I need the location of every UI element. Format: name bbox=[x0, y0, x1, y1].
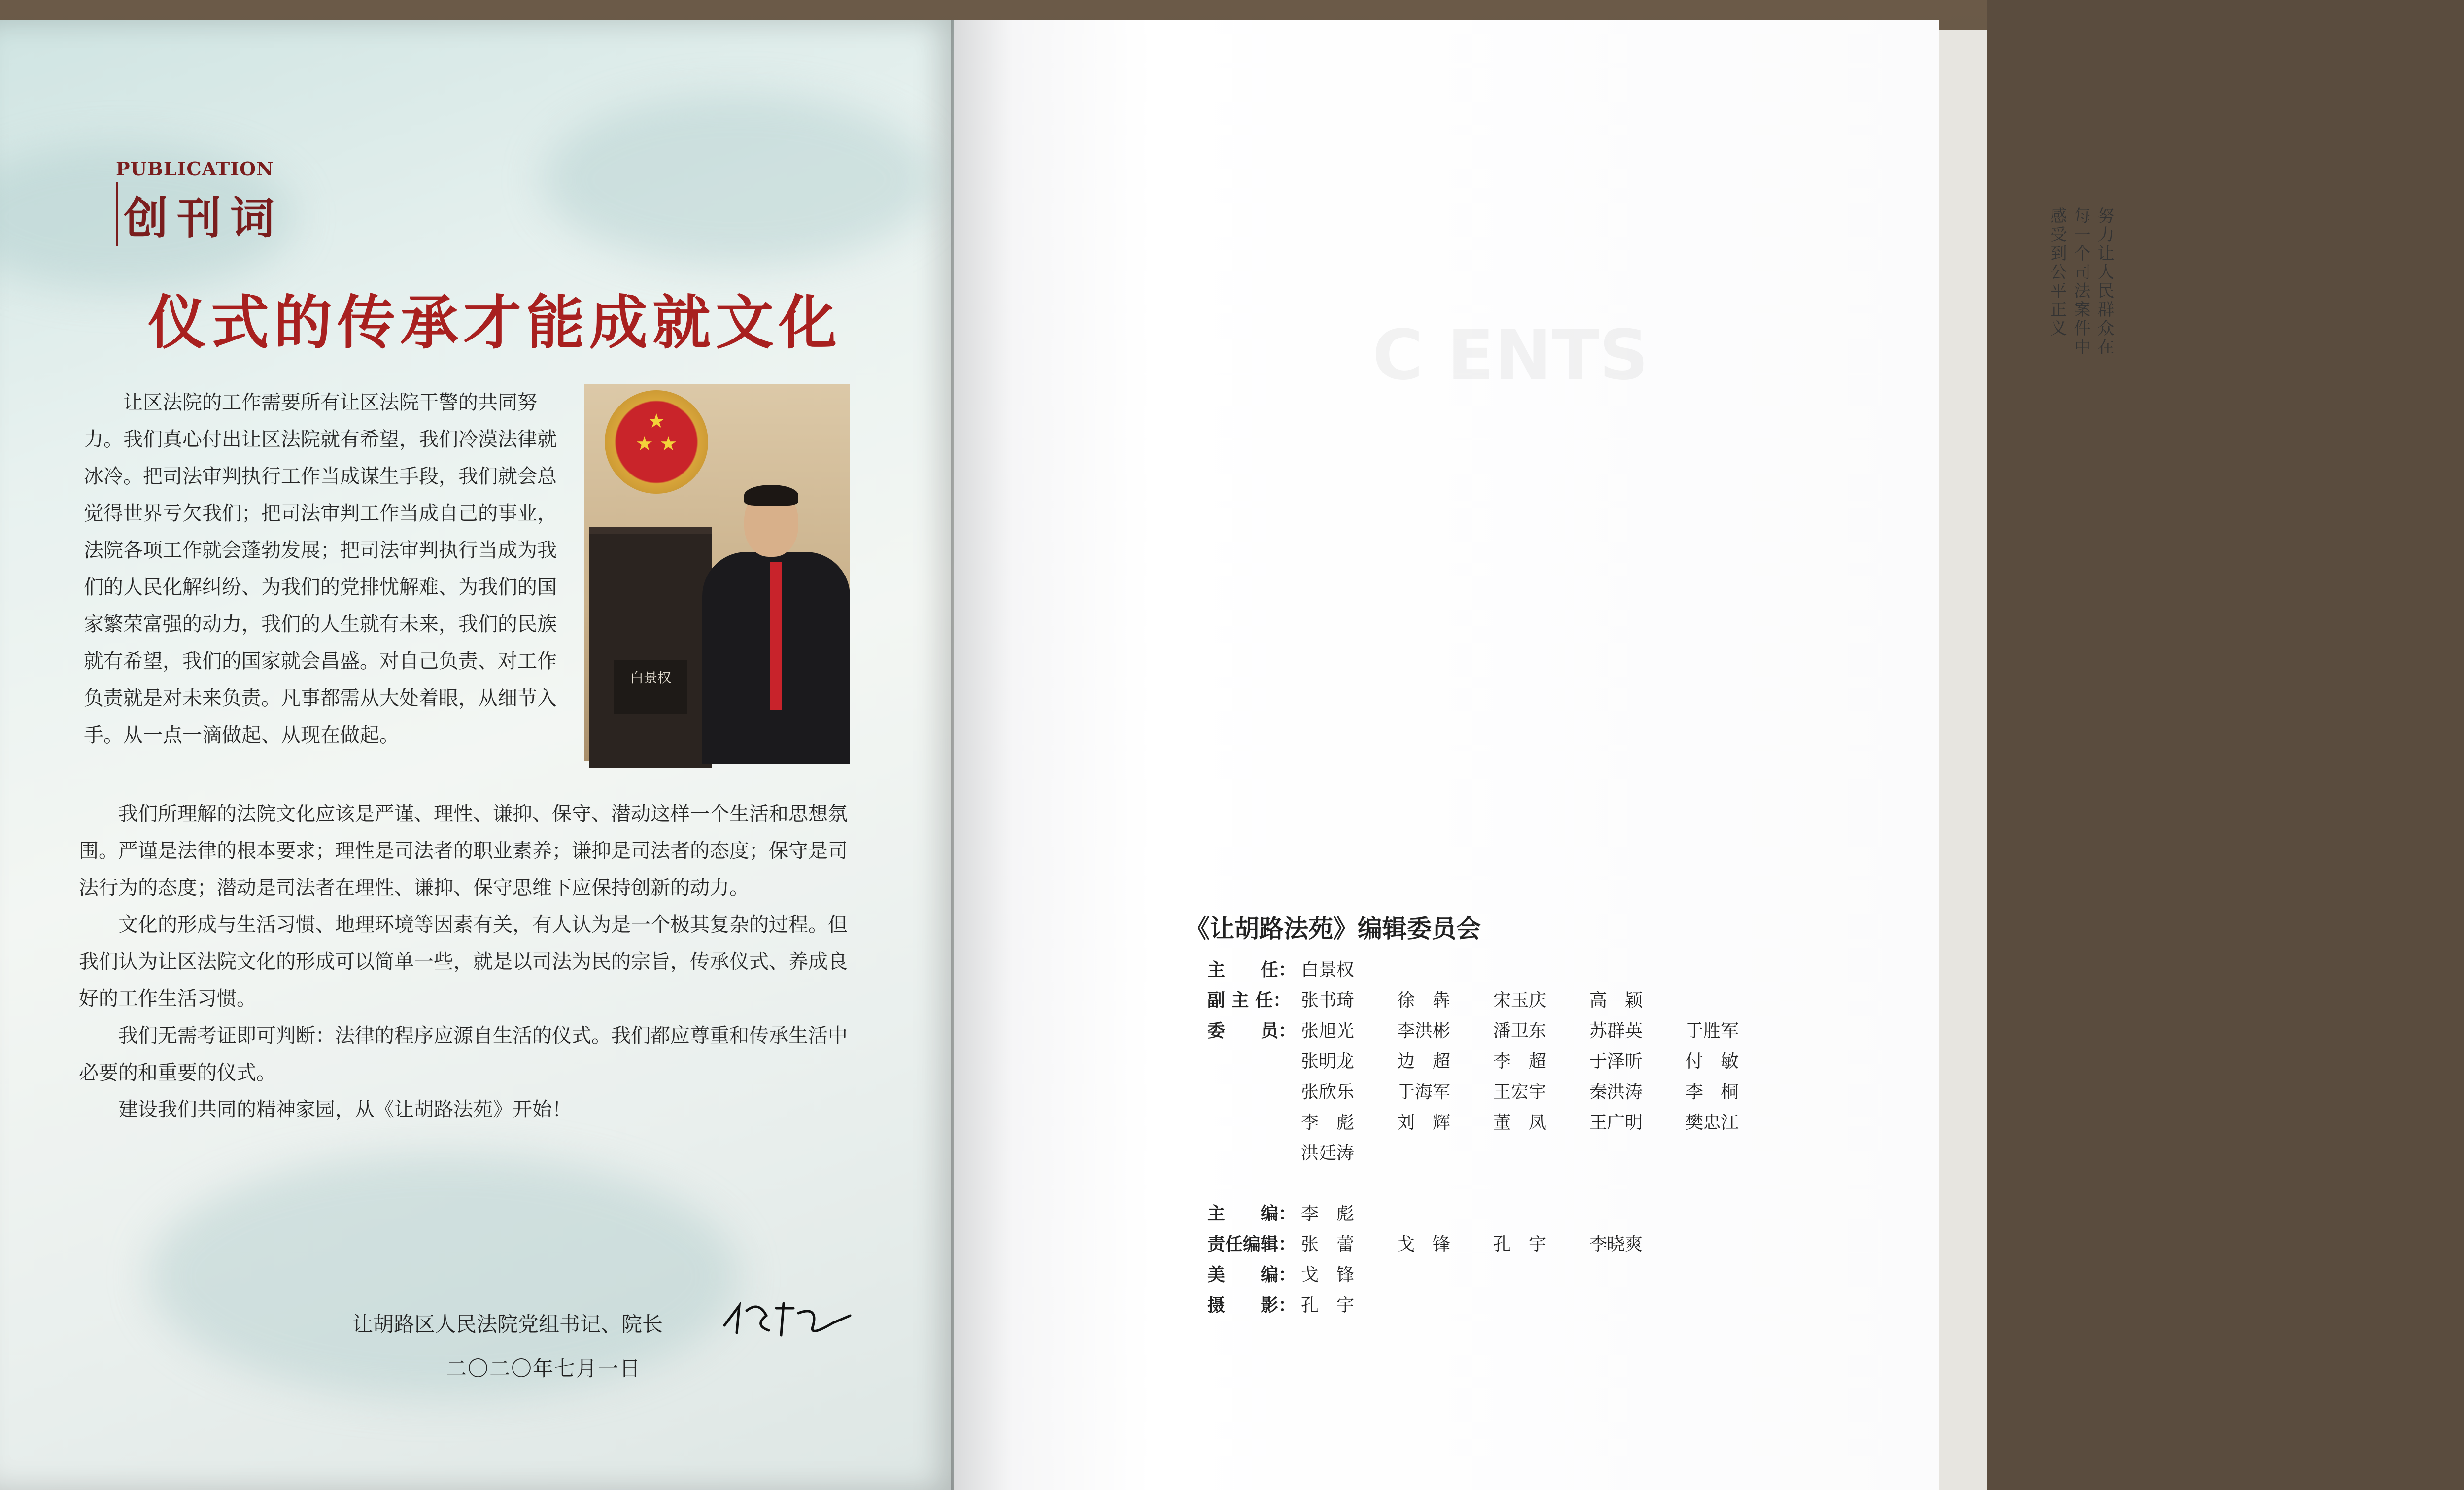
watercolor-wash bbox=[148, 1153, 739, 1399]
role-label: 美 编： bbox=[1207, 1265, 1297, 1285]
member-name: 孔 宇 bbox=[1493, 1234, 1547, 1254]
member-name: 张书琦 bbox=[1301, 990, 1355, 1011]
member-name: 高 颖 bbox=[1589, 990, 1643, 1011]
member-name: 李 超 bbox=[1493, 1051, 1547, 1072]
role-label bbox=[1207, 1109, 1301, 1134]
member-name: 李 彪 bbox=[1301, 1204, 1355, 1224]
inaugural-label: 创刊词 bbox=[116, 182, 283, 246]
member-name: 白景权 bbox=[1301, 960, 1355, 980]
member-name: 樊忠江 bbox=[1685, 1113, 1739, 1133]
role-label bbox=[1207, 1139, 1301, 1164]
member-name: 董 凤 bbox=[1493, 1113, 1547, 1133]
president-photo bbox=[584, 384, 850, 761]
member-name: 付 敏 bbox=[1685, 1051, 1739, 1072]
watercolor-wash bbox=[542, 94, 936, 266]
judge-chair bbox=[589, 527, 712, 768]
paragraph-4: 我们无需考证即可判断：法律的程序应源自生活的仪式。我们都应尊重和传承生活中必要的和重要的仪式。 bbox=[79, 1024, 848, 1084]
editors-row bbox=[1207, 1200, 1397, 1225]
role-label: 委 员： bbox=[1207, 1021, 1297, 1041]
committee-row bbox=[1207, 956, 1397, 981]
member-name: 王宏宇 bbox=[1493, 1082, 1547, 1102]
role-label bbox=[1207, 1078, 1301, 1103]
publication-label: PUBLICATION bbox=[116, 158, 274, 180]
member-name: 于海军 bbox=[1397, 1082, 1451, 1102]
page-edge bbox=[1939, 30, 1987, 1490]
member-name: 宋玉庆 bbox=[1493, 990, 1547, 1011]
paragraph-5: 建设我们共同的精神家园，从《让胡路法苑》开始！ bbox=[118, 1098, 572, 1121]
member-name: 徐 犇 bbox=[1397, 990, 1451, 1011]
committee-row bbox=[1207, 1017, 1781, 1042]
member-name: 李 桐 bbox=[1685, 1082, 1739, 1102]
paragraph-1: 让区法院的工作需要所有让区法院干警的共同努力。我们真心付出让区法院就有希望，我们冷漠法律就冰冷。把司法审判执行工作当成谋生手段，我们就会总觉得世界亏欠我们；把司法审判工作当成自己的事业，法院各项工作就会蓬勃发展；把司法审判执行当成为我们的人民化解纠纷、为我们的党排忧解难、为我们的国家繁荣富强的动力，我们的人生就有未来，我们的民族就有希望，我们的国家就会昌盛。对自己负责、对工作负责就是对未来负责。凡事都需从大处着眼，从细节入手。从一点一滴做起、从现在做起。 bbox=[84, 391, 557, 746]
editors-row bbox=[1207, 1261, 1397, 1286]
role-label: 副 主 任： bbox=[1207, 990, 1291, 1011]
member-name: 孔 宇 bbox=[1301, 1295, 1355, 1316]
member-name: 王广明 bbox=[1589, 1113, 1643, 1133]
member-name: 边 超 bbox=[1397, 1051, 1451, 1072]
left-page bbox=[0, 20, 961, 1490]
national-emblem-icon: ★ ★ ★ bbox=[605, 390, 708, 494]
member-name: 苏群英 bbox=[1589, 1021, 1643, 1041]
person-figure bbox=[702, 488, 850, 761]
member-name: 于泽昕 bbox=[1589, 1051, 1643, 1072]
member-name: 潘卫东 bbox=[1493, 1021, 1547, 1041]
show-through-text: C ENTS bbox=[1372, 315, 1649, 396]
member-name: 洪廷涛 bbox=[1301, 1143, 1355, 1163]
member-name: 张 蕾 bbox=[1301, 1234, 1355, 1254]
nameplate: 白景权 bbox=[614, 660, 687, 714]
member-name: 李洪彬 bbox=[1397, 1021, 1451, 1041]
signature-title: 让胡路区人民法院党组书记、院长 bbox=[352, 1312, 663, 1336]
role-label: 主 编： bbox=[1207, 1204, 1297, 1224]
member-name: 张旭光 bbox=[1301, 1021, 1355, 1041]
role-label: 摄 影： bbox=[1207, 1295, 1297, 1316]
slogan: 努力让人民群众在每一个司法案件中感受到公平正义 bbox=[2047, 207, 2114, 357]
member-name: 戈 锋 bbox=[1397, 1234, 1451, 1254]
member-name: 张欣乐 bbox=[1301, 1082, 1355, 1102]
member-name: 戈 锋 bbox=[1301, 1265, 1355, 1285]
editors-row bbox=[1207, 1230, 1685, 1255]
role-label bbox=[1207, 1048, 1301, 1073]
committee-row bbox=[1207, 1048, 1781, 1073]
committee-row bbox=[1207, 1109, 1781, 1134]
body-paragraphs bbox=[79, 796, 857, 1128]
role-label: 主 任： bbox=[1207, 960, 1297, 980]
headline: 仪式的传承才能成就文化 bbox=[148, 288, 842, 357]
handwritten-signature bbox=[719, 1296, 853, 1340]
committee-row bbox=[1207, 1078, 1781, 1103]
committee-row bbox=[1207, 1139, 1397, 1164]
right-page bbox=[954, 20, 2114, 1490]
member-name: 于胜军 bbox=[1685, 1021, 1739, 1041]
paragraph-2: 我们所理解的法院文化应该是严谨、理性、谦抑、保守、潜动这样一个生活和思想氛围。严谨是法律的根本要求；理性是司法者的职业素养；谦抑是司法者的态度；保守是司法行为的态度；潜动是司法者在理性、谦抑、保守思维下应保持创新的动力。 bbox=[79, 803, 848, 899]
member-name: 李 彪 bbox=[1301, 1113, 1355, 1133]
board-title: 《让胡路法苑》编辑委员会 bbox=[1185, 914, 1481, 943]
member-name: 李晓爽 bbox=[1589, 1234, 1643, 1254]
signature-date: 二〇二〇年七月一日 bbox=[446, 1356, 642, 1381]
paragraph-3: 文化的形成与生活习惯、地理环境等因素有关，有人认为是一个极其复杂的过程。但我们认为让区法院文化的形成可以简单一些，就是以司法为民的宗旨，传承仪式、养成良好的工作生活习惯。 bbox=[79, 914, 848, 1010]
member-name: 张明龙 bbox=[1301, 1051, 1355, 1072]
member-name: 秦洪涛 bbox=[1589, 1082, 1643, 1102]
editors-row bbox=[1207, 1291, 1397, 1317]
member-name: 刘 辉 bbox=[1397, 1113, 1451, 1133]
role-label: 责任编辑： bbox=[1207, 1234, 1297, 1254]
committee-row bbox=[1207, 986, 1685, 1012]
